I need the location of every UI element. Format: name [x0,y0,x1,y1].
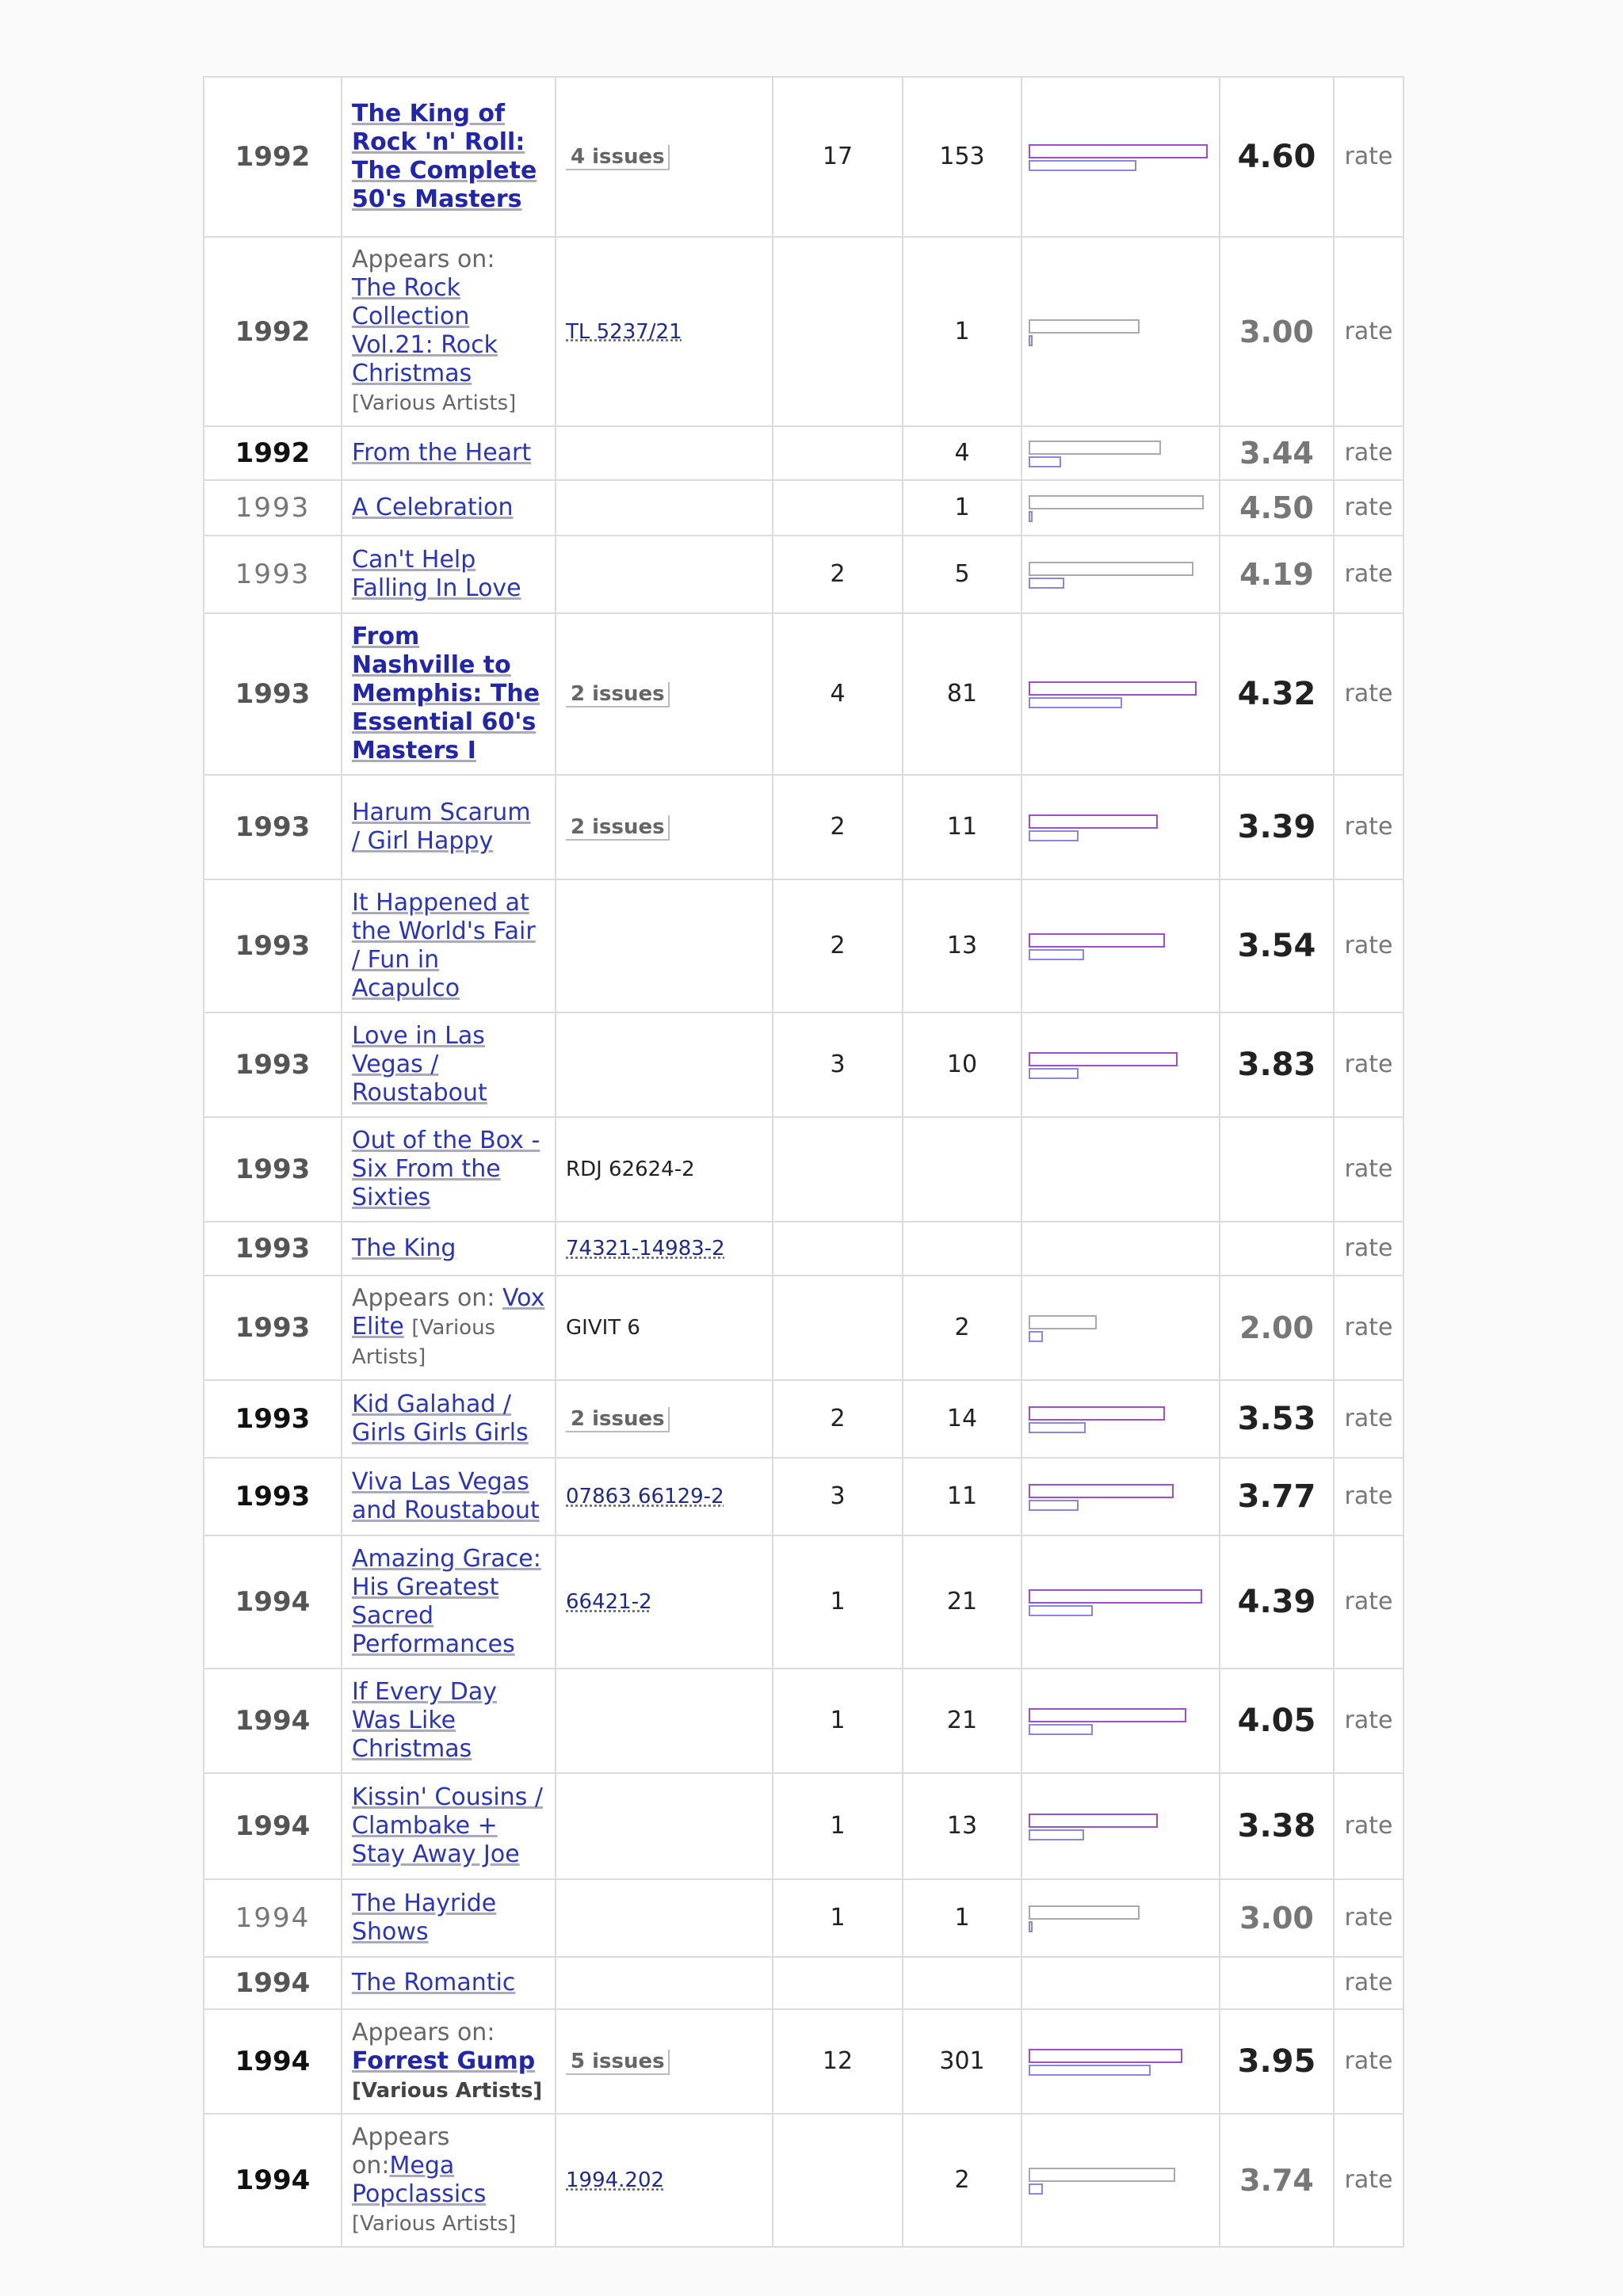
ratings-count: 2 [903,1276,1022,1380]
popularity-bar [1029,1068,1079,1079]
rating-bar-cell [1022,77,1220,237]
ratings-count [903,1957,1022,2009]
table-row [204,1773,1403,1879]
issues-toggle-button[interactable]: 4 issues [566,145,670,170]
release-title-link[interactable]: From Nashville to Memphis: The Essential 60's Masters I [352,623,540,765]
average-rating [1220,1957,1334,2009]
catalog-number-link[interactable]: TL 5237/21 [566,319,682,344]
reviews-count: 2 [773,879,903,1013]
ratings-count: 21 [903,1535,1022,1669]
appears-on-label: Appears on: [352,2122,450,2180]
rating-bars [1029,490,1212,525]
rating-bar-cell [1022,1013,1220,1117]
rating-bar-cell [1022,1773,1220,1879]
ratings-count: 1 [903,1879,1022,1957]
release-title-cell [342,426,556,480]
rating-bar-cell [1022,426,1220,480]
release-title-link[interactable]: Love in Las Vegas / Roustabout [352,1022,487,1107]
ratings-count: 1 [903,480,1022,536]
ratings-count [903,1222,1022,1276]
ratings-count: 21 [903,1669,1022,1773]
reviews-count: 2 [773,1380,903,1458]
issue-cell [556,536,773,613]
average-rating: 2.00 [1220,1276,1334,1380]
release-title-cell [342,536,556,613]
popularity-bar [1029,456,1061,467]
reviews-count [773,237,903,426]
rating-bars [1029,1901,1212,1936]
ratings-count: 4 [903,426,1022,480]
release-year: 1993 [204,536,342,613]
issue-cell [556,1773,773,1879]
reviews-count [773,2114,903,2247]
average-rating: 4.19 [1220,536,1334,613]
rate-link[interactable]: rate [1334,480,1403,536]
reviews-count [773,1276,903,1380]
issue-cell [556,775,773,879]
issue-cell [556,1669,773,1773]
rate-link[interactable]: rate [1334,77,1403,237]
ratings-count: 2 [903,2114,1022,2247]
rating-bar-cell [1022,1222,1220,1276]
release-title-link[interactable]: Mega Popclassics [352,2151,487,2208]
reviews-count: 4 [773,613,903,775]
average-rating-bar [1029,441,1161,455]
issue-cell [556,1957,773,2009]
release-year: 1993 [204,775,342,879]
issue-cell [556,480,773,536]
popularity-bar [1029,2183,1043,2195]
rating-bars [1029,1703,1212,1738]
issue-cell [556,879,773,1013]
release-year: 1993 [204,1276,342,1380]
release-title-link[interactable]: Can't Help Falling In Love [352,546,521,602]
popularity-bar [1029,1724,1093,1735]
release-title-link[interactable]: Forrest Gump [352,2046,536,2075]
issue-cell [556,426,773,480]
issues-toggle-button[interactable]: 2 issues [566,815,670,841]
reviews-count [773,1957,903,2009]
table-row [204,237,1403,426]
rating-bar-cell [1022,1458,1220,1535]
release-title-link[interactable]: The Hayride Shows [352,1890,497,1946]
popularity-bar [1029,1605,1093,1616]
average-rating: 3.39 [1220,775,1334,879]
table-row [204,1013,1403,1117]
release-title-link[interactable]: Kid Galahad / Girls Girls Girls [352,1390,529,1447]
release-title-cell [342,1957,556,2009]
rate-link[interactable]: rate [1334,775,1403,879]
rate-link[interactable]: rate [1334,1957,1403,2009]
release-title-link[interactable]: It Happened at the World's Fair / Fun in Acapulco [352,889,536,1002]
release-title-cell [342,1117,556,1222]
average-rating-bar [1029,562,1193,576]
rating-bar-cell [1022,1380,1220,1458]
rate-link[interactable]: rate [1334,613,1403,775]
release-year: 1994 [204,1773,342,1879]
average-rating-bar [1029,1315,1097,1329]
rating-bars [1029,1479,1212,1514]
rate-link[interactable]: rate [1334,237,1403,426]
release-year: 1994 [204,2114,342,2247]
issue-cell [556,2009,773,2114]
release-title-cell [342,1380,556,1458]
rating-bar-cell [1022,237,1220,426]
average-rating-bar [1029,1708,1186,1722]
rate-link[interactable]: rate [1334,1773,1403,1879]
average-rating: 4.32 [1220,613,1334,775]
average-rating: 3.74 [1220,2114,1334,2247]
ratings-count: 10 [903,1013,1022,1117]
reviews-count: 1 [773,1669,903,1773]
average-rating: 3.77 [1220,1458,1334,1535]
rating-bar-cell [1022,1957,1220,2009]
reviews-count [773,1222,903,1276]
various-artists-label: [Various Artists] [352,2211,517,2236]
rate-link[interactable]: rate [1334,1013,1403,1117]
release-year: 1994 [204,1957,342,2009]
ratings-count: 13 [903,1773,1022,1879]
release-title-link[interactable]: Viva Las Vegas and Roustabout [352,1468,540,1524]
release-title-cell [342,480,556,536]
issue-cell [556,1535,773,1669]
release-year: 1993 [204,1222,342,1276]
issue-cell [556,2114,773,2247]
release-title-cell [342,77,556,237]
catalog-number: GIVIT 6 [566,1316,640,1340]
ratings-count: 153 [903,77,1022,237]
average-rating: 3.53 [1220,1380,1334,1458]
rate-link[interactable]: rate [1334,1535,1403,1669]
popularity-bar [1029,949,1084,960]
release-year: 1993 [204,879,342,1013]
average-rating: 4.60 [1220,77,1334,237]
average-rating-bar [1029,1406,1165,1421]
rate-link[interactable]: rate [1334,1879,1403,1957]
average-rating-bar [1029,1589,1202,1604]
rating-bar-cell [1022,879,1220,1013]
reviews-count: 3 [773,1013,903,1117]
release-title-link[interactable]: The King of Rock 'n' Roll: The Complete 50's Masters [352,100,537,213]
reviews-count: 1 [773,1879,903,1957]
release-title-cell [342,1669,556,1773]
release-title-cell [342,1535,556,1669]
release-title-cell [342,2009,556,2114]
rating-bar-cell [1022,480,1220,536]
release-title-cell [342,1773,556,1879]
popularity-bar [1029,578,1064,589]
average-rating-bar [1029,933,1165,948]
rate-link[interactable]: rate [1334,536,1403,613]
average-rating: 3.83 [1220,1013,1334,1117]
various-artists-label: [Various Artists] [352,1316,496,1369]
rate-link[interactable]: rate [1334,426,1403,480]
issue-cell [556,1380,773,1458]
rating-bars [1029,810,1212,845]
release-title-cell [342,2114,556,2247]
popularity-bar [1029,2065,1151,2076]
rating-bars [1029,436,1212,471]
average-rating: 3.95 [1220,2009,1334,2114]
catalog-number-link[interactable]: 74321-14983-2 [566,1237,725,1261]
average-rating-bar [1029,2049,1182,2063]
ratings-count: 14 [903,1380,1022,1458]
issue-cell [556,1222,773,1276]
popularity-bar [1029,160,1136,171]
release-year: 1993 [204,1013,342,1117]
reviews-count [773,426,903,480]
ratings-count: 13 [903,879,1022,1013]
rate-link[interactable]: rate [1334,879,1403,1013]
release-title-link[interactable]: The Rock Collection Vol.21: Rock Christmas [352,274,498,387]
release-year: 1994 [204,1669,342,1773]
release-title-cell [342,1013,556,1117]
various-artists-label: [Various Artists] [352,2078,543,2103]
issue-cell [556,1879,773,1957]
average-rating-bar [1029,144,1208,158]
release-year: 1993 [204,1117,342,1222]
average-rating-bar [1029,319,1140,334]
rating-bars [1029,1310,1212,1345]
rating-bars [1029,2163,1212,2198]
rating-bars [1029,2044,1212,2079]
rate-link[interactable]: rate [1334,1380,1403,1458]
rating-bars [1029,315,1212,349]
catalog-number-link[interactable]: 1994.202 [566,2168,665,2192]
release-year: 1994 [204,1879,342,1957]
release-year: 1992 [204,77,342,237]
popularity-bar [1029,1331,1043,1342]
release-year: 1993 [204,1458,342,1535]
popularity-bar [1029,511,1033,522]
popularity-bar [1029,1829,1084,1840]
table-row [204,1380,1403,1458]
table-row [204,775,1403,879]
issue-cell [556,1276,773,1380]
rating-bar-cell [1022,536,1220,613]
table-row [204,2009,1403,2114]
release-title-link[interactable]: The Romantic [352,1969,516,1997]
ratings-count: 1 [903,237,1022,426]
table-row [204,1222,1403,1276]
rating-bars [1029,929,1212,963]
discography-table [203,76,1404,2248]
reviews-count: 2 [773,775,903,879]
release-title-link[interactable]: From the Heart [352,439,532,467]
appears-on-label: Appears on: [352,246,495,273]
ratings-count: 11 [903,1458,1022,1535]
average-rating-bar [1029,2168,1175,2182]
release-year: 1992 [204,426,342,480]
ratings-count: 11 [903,775,1022,879]
catalog-number-link[interactable]: 66421-2 [566,1590,652,1614]
rating-bars [1029,1047,1212,1082]
release-title-link[interactable]: Harum Scarum / Girl Happy [352,799,531,855]
release-title-cell [342,879,556,1013]
average-rating: 3.00 [1220,1879,1334,1957]
rate-link[interactable]: rate [1334,2114,1403,2247]
release-title-link[interactable]: Kissin' Cousins / Clambake + Stay Away Joe [352,1783,543,1868]
average-rating-bar [1029,1905,1140,1920]
rate-link[interactable]: rate [1334,2009,1403,2114]
table-body [204,77,1403,2247]
release-title-link[interactable]: The King [352,1234,456,1262]
average-rating-bar [1029,495,1204,509]
rate-link[interactable]: rate [1334,1458,1403,1535]
discography-table-container [203,76,1403,2248]
average-rating-bar [1029,814,1158,829]
reviews-count: 1 [773,1773,903,1879]
issue-cell [556,77,773,237]
table-row [204,480,1403,536]
reviews-count: 1 [773,1535,903,1669]
rating-bar-cell [1022,1117,1220,1222]
popularity-bar [1029,335,1033,346]
release-title-cell [342,1879,556,1957]
rate-link[interactable]: rate [1334,1276,1403,1380]
average-rating-bar [1029,681,1197,696]
reviews-count: 3 [773,1458,903,1535]
table-row [204,426,1403,480]
rating-bar-cell [1022,1535,1220,1669]
release-year: 1992 [204,237,342,426]
issue-cell [556,613,773,775]
release-title-cell [342,1276,556,1380]
rating-bar-cell [1022,1879,1220,1957]
table-row [204,879,1403,1013]
average-rating: 3.54 [1220,879,1334,1013]
reviews-count: 2 [773,536,903,613]
table-row [204,2114,1403,2247]
average-rating [1220,1222,1334,1276]
reviews-count: 17 [773,77,903,237]
issues-toggle-button[interactable]: 2 issues [566,682,670,707]
reviews-count [773,480,903,536]
average-rating: 4.39 [1220,1535,1334,1669]
release-title-link[interactable]: Out of the Box - Six From the Sixties [352,1127,540,1211]
average-rating-bar [1029,1814,1158,1828]
popularity-bar [1029,697,1122,708]
rating-bar-cell [1022,775,1220,879]
rating-bar-cell [1022,2114,1220,2247]
average-rating: 3.44 [1220,426,1334,480]
issue-cell [556,1013,773,1117]
issue-cell [556,1117,773,1222]
table-row [204,1117,1403,1222]
rating-bar-cell [1022,2009,1220,2114]
release-title-link[interactable]: A Celebration [352,494,514,521]
rating-bar-cell [1022,613,1220,775]
release-title-link[interactable]: If Every Day Was Like Christmas [352,1678,497,1763]
average-rating: 4.50 [1220,480,1334,536]
reviews-count: 12 [773,2009,903,2114]
table-row [204,536,1403,613]
issue-cell [556,1458,773,1535]
rating-bars [1029,557,1212,592]
ratings-count [903,1117,1022,1222]
average-rating: 3.00 [1220,237,1334,426]
release-title-link[interactable]: Vox Elite [352,1284,545,1341]
popularity-bar [1029,830,1079,841]
release-year: 1993 [204,480,342,536]
rating-bars [1029,1585,1212,1619]
table-row [204,1276,1403,1380]
rate-link[interactable]: rate [1334,1117,1403,1222]
table-row [204,77,1403,237]
rating-bars [1029,1402,1212,1436]
table-row [204,1669,1403,1773]
popularity-bar [1029,1500,1079,1511]
table-row [204,613,1403,775]
rating-bar-cell [1022,1276,1220,1380]
release-title-link[interactable]: Amazing Grace: His Greatest Sacred Performances [352,1545,541,1658]
table-row [204,1879,1403,1957]
rating-bars [1029,1809,1212,1844]
rating-bars [1029,677,1212,711]
release-title-cell [342,613,556,775]
release-year: 1993 [204,1380,342,1458]
ratings-count: 301 [903,2009,1022,2114]
average-rating: 3.38 [1220,1773,1334,1879]
average-rating: 4.05 [1220,1669,1334,1773]
appears-on-label: Appears on: [352,2018,495,2046]
release-title-cell [342,775,556,879]
table-row [204,1957,1403,2009]
rating-bar-cell [1022,1669,1220,1773]
release-title-cell [342,237,556,426]
popularity-bar [1029,1422,1086,1433]
rating-bars [1029,139,1212,174]
table-row [204,1458,1403,1535]
average-rating [1220,1117,1334,1222]
rate-link[interactable]: rate [1334,1222,1403,1276]
table-row [204,1535,1403,1669]
various-artists-label: [Various Artists] [352,391,517,415]
issue-cell [556,237,773,426]
ratings-count: 5 [903,536,1022,613]
release-year: 1994 [204,2009,342,2114]
rate-link[interactable]: rate [1334,1669,1403,1773]
issues-toggle-button[interactable]: 5 issues [566,2050,670,2075]
catalog-number-link[interactable]: 07863 66129-2 [566,1485,724,1508]
appears-on-label: Appears on: [352,1284,502,1312]
ratings-count: 81 [903,613,1022,775]
release-title-cell [342,1222,556,1276]
release-title-cell [342,1458,556,1535]
average-rating-bar [1029,1484,1174,1498]
reviews-count [773,1117,903,1222]
release-year: 1993 [204,613,342,775]
issues-toggle-button[interactable]: 2 issues [566,1407,670,1432]
release-year: 1994 [204,1535,342,1669]
catalog-number: RDJ 62624-2 [566,1158,695,1181]
popularity-bar [1029,1921,1033,1932]
average-rating-bar [1029,1052,1178,1066]
